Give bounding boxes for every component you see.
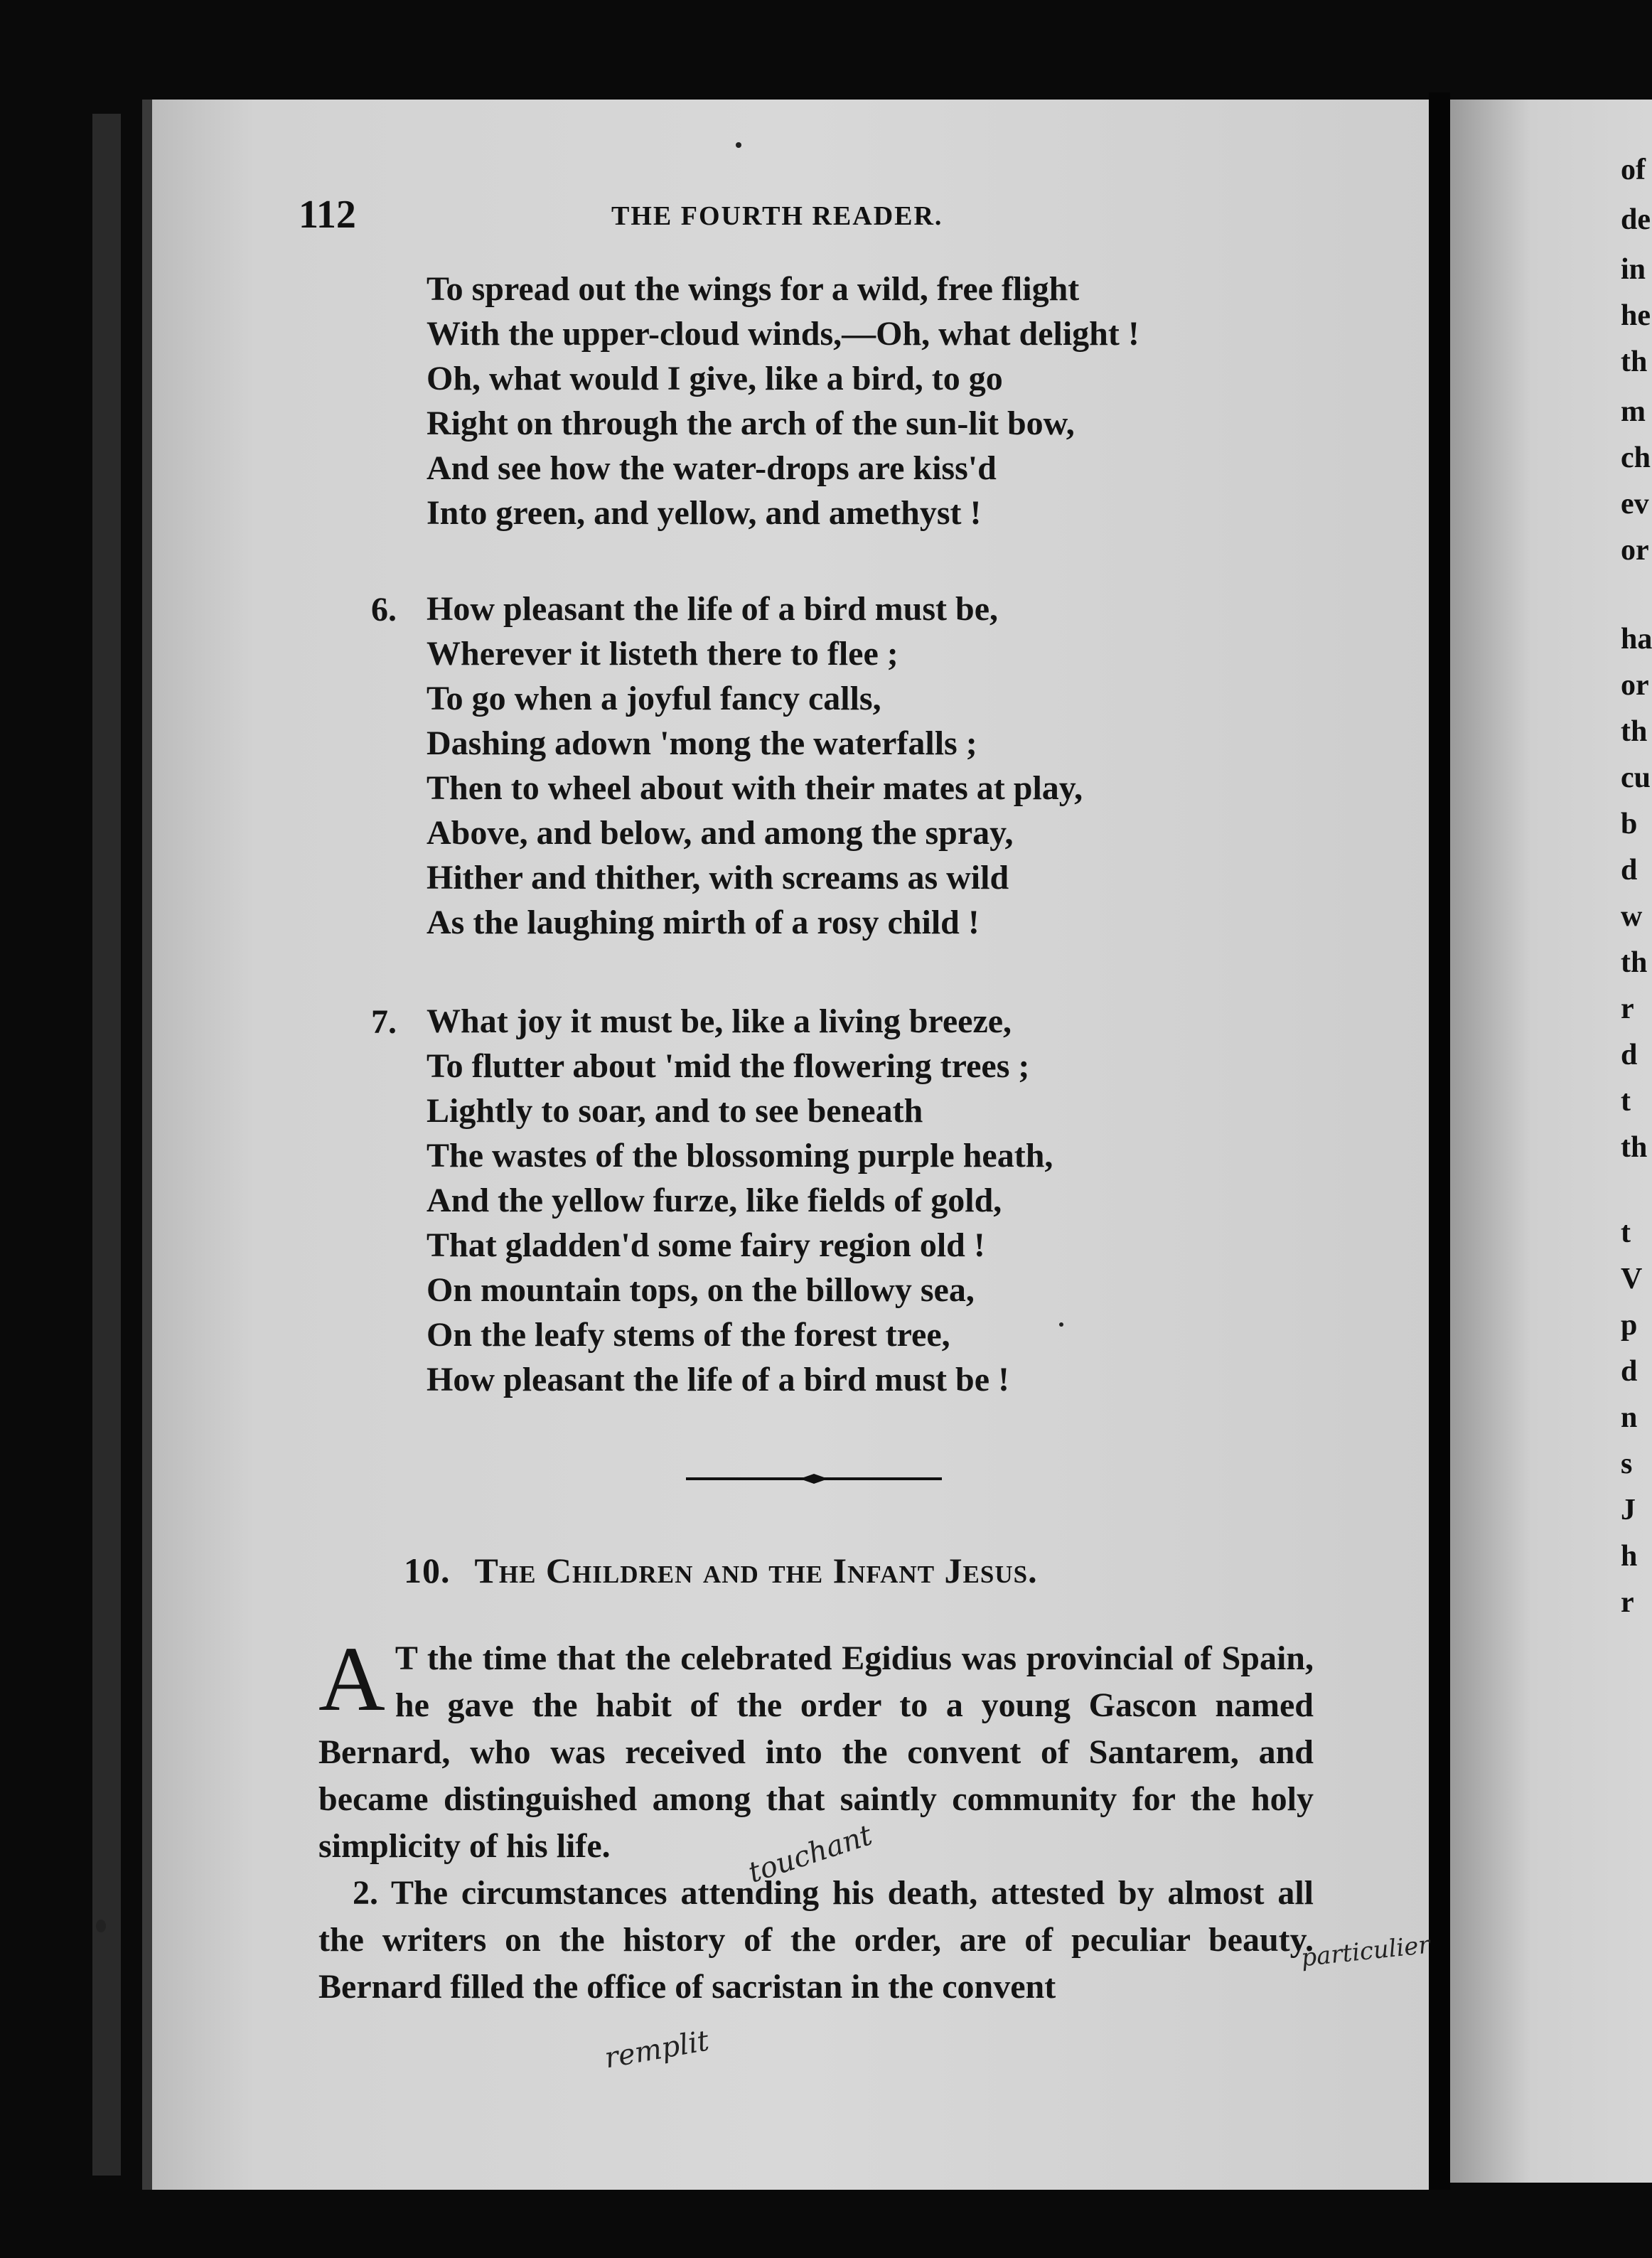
adjacent-page-fragment: he bbox=[1621, 299, 1651, 332]
adjacent-page-fragment: w bbox=[1621, 900, 1643, 933]
adjacent-page-fragment: V bbox=[1621, 1263, 1643, 1295]
adjacent-page-fragment: d bbox=[1621, 854, 1638, 887]
verse-line: Oh, what would I give, like a bird, to go bbox=[427, 360, 1003, 397]
adjacent-page-fragment: d bbox=[1621, 1355, 1638, 1388]
verse-line: With the upper-cloud winds,—Oh, what delight ! bbox=[427, 315, 1139, 353]
verse-line: And see how the water-drops are kiss'd bbox=[427, 449, 997, 487]
adjacent-page-fragment: r bbox=[1621, 992, 1634, 1025]
adjacent-page-fragment: r bbox=[1621, 1586, 1634, 1619]
print-speck bbox=[96, 1920, 106, 1932]
verse-line: That gladden'd some fairy region old ! bbox=[427, 1226, 985, 1264]
adjacent-page-fragment: ev bbox=[1621, 488, 1649, 520]
verse-line: Right on through the arch of the sun-lit bow, bbox=[427, 405, 1075, 442]
verse-line: Into green, and yellow, and amethyst ! bbox=[427, 494, 982, 532]
verse-line: Hither and thither, with screams as wild bbox=[427, 859, 1009, 897]
verse-line: Above, and below, and among the spray, bbox=[427, 814, 1014, 852]
book-spine-edge bbox=[92, 114, 121, 2176]
adjacent-page-fragment: or bbox=[1621, 534, 1649, 567]
verse-line: Dashing adown 'mong the waterfalls ; bbox=[427, 724, 977, 762]
page-header bbox=[299, 192, 1351, 242]
lesson-number: 10. bbox=[404, 1551, 451, 1590]
adjacent-page-fragment: p bbox=[1621, 1309, 1638, 1342]
adjacent-page-fragment: th bbox=[1621, 946, 1648, 979]
handwritten-note: remplit bbox=[602, 2024, 712, 2075]
lesson-title bbox=[404, 1550, 1038, 1591]
stanza-7 bbox=[427, 999, 1053, 1402]
adjacent-page-fragment: m bbox=[1621, 395, 1646, 428]
adjacent-page-fragment: ch bbox=[1621, 442, 1651, 474]
running-head: THE FOURTH READER. bbox=[611, 201, 943, 231]
adjacent-page-fragment: ha bbox=[1621, 623, 1652, 656]
drop-cap: A bbox=[318, 1628, 385, 1730]
adjacent-page-fragment: th bbox=[1621, 715, 1648, 748]
page-gutter bbox=[1429, 92, 1450, 2190]
verse-line: On the leafy stems of the forest tree, bbox=[427, 1316, 950, 1354]
adjacent-page-fragment: t bbox=[1621, 1085, 1631, 1118]
adjacent-page-fragment: cu bbox=[1621, 761, 1651, 794]
verse-line: And the yellow furze, like fields of gold, bbox=[427, 1182, 1002, 1219]
verse-line: To flutter about 'mid the flowering trees ; bbox=[427, 1047, 1030, 1085]
adjacent-page-fragment: s bbox=[1621, 1448, 1633, 1480]
ornamental-divider bbox=[686, 1472, 942, 1486]
verse-line: How pleasant the life of a bird must be ! bbox=[427, 1361, 1009, 1398]
verse-line: To go when a joyful fancy calls, bbox=[427, 680, 881, 717]
stanza-number: 7. bbox=[371, 1003, 397, 1041]
adjacent-page-fragment: th bbox=[1621, 346, 1648, 378]
verse-line: To spread out the wings for a wild, free flight bbox=[427, 270, 1080, 308]
adjacent-page-fragment: or bbox=[1621, 669, 1649, 702]
adjacent-page-fragment: d bbox=[1621, 1039, 1638, 1071]
verse-line: Then to wheel about with their mates at play, bbox=[427, 769, 1083, 807]
verse-line: How pleasant the life of a bird must be, bbox=[427, 590, 998, 628]
verse-line: The wastes of the blossoming purple heath, bbox=[427, 1137, 1053, 1175]
adjacent-page-fragment: of bbox=[1621, 154, 1646, 186]
adjacent-page-fragment: th bbox=[1621, 1131, 1648, 1164]
adjacent-page-fragment: h bbox=[1621, 1540, 1638, 1573]
lesson-title-text: The Children and the Infant Jesus. bbox=[474, 1551, 1038, 1590]
handwritten-note: particulier bbox=[1299, 1930, 1432, 1973]
adjacent-page-fragment: in bbox=[1621, 253, 1646, 286]
lesson-body bbox=[318, 1628, 1314, 2011]
verse-line: Wherever it listeth there to flee ; bbox=[427, 635, 899, 673]
stanza-6 bbox=[427, 587, 1083, 945]
verse-line: Lightly to soar, and to see beneath bbox=[427, 1092, 923, 1130]
stanza-5-tail bbox=[427, 267, 1139, 535]
adjacent-page-fragment: b bbox=[1621, 808, 1638, 840]
print-speck bbox=[1059, 1322, 1063, 1327]
adjacent-page-fragment: de bbox=[1621, 203, 1651, 236]
verse-line: As the laughing mirth of a rosy child ! bbox=[427, 904, 980, 941]
verse-line: What joy it must be, like a living breeze, bbox=[427, 1002, 1012, 1040]
stanza-number: 6. bbox=[371, 591, 397, 628]
verse-line: On mountain tops, on the billowy sea, bbox=[427, 1271, 975, 1309]
paragraph-1-text: T the time that the celebrated Egidius was provincial of Spain, he gave the habit of the order to a young Gascon named Bernard, who was received into the convent of Santarem, and became distinguished among that saintly community for the holy simplicity of his life. bbox=[318, 1639, 1314, 1865]
adjacent-page-fragment: t bbox=[1621, 1216, 1631, 1249]
page-number: 112 bbox=[299, 193, 356, 237]
paragraph-2: 2. The circumstances attending his death, attested by almost all the writers on the history of the order, are of peculiar beauty. Bernard filled the office of sacristan in the convent bbox=[318, 1874, 1314, 2006]
adjacent-page bbox=[1450, 100, 1652, 2183]
handwritten-note: touchant bbox=[744, 1819, 876, 1890]
print-speck bbox=[736, 142, 741, 148]
adjacent-page-fragment: n bbox=[1621, 1401, 1638, 1434]
adjacent-page-fragment: J bbox=[1621, 1494, 1636, 1526]
